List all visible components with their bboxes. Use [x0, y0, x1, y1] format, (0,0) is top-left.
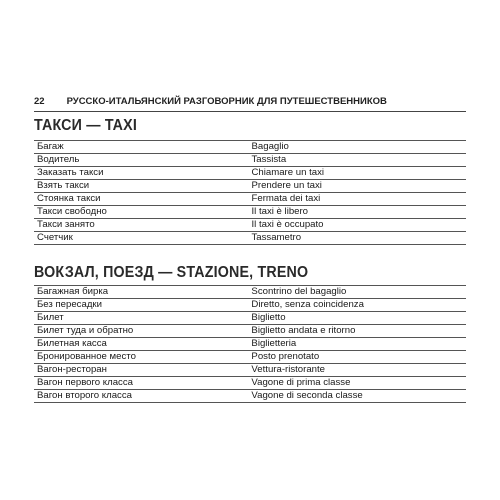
table-row	[34, 364, 466, 377]
table-row	[34, 286, 466, 299]
table-row	[34, 180, 466, 193]
italian-phrase: Vagone di seconda classe	[248, 390, 466, 403]
russian-phrase: Багаж	[34, 141, 249, 154]
russian-phrase: Такси занято	[34, 219, 249, 232]
running-header	[34, 96, 466, 112]
russian-phrase: Билет	[34, 312, 248, 325]
italian-phrase: Tassista	[249, 154, 467, 167]
table-row	[34, 232, 466, 245]
italian-phrase: Vagone di prima classe	[248, 377, 466, 390]
section-title-station: ВОКЗАЛ, ПОЕЗД — STAZIONE, TRENO	[34, 264, 309, 281]
italian-phrase: Prendere un taxi	[249, 180, 467, 193]
russian-phrase: Вагон-ресторан	[34, 364, 248, 377]
table-row	[34, 338, 466, 351]
table-row	[34, 141, 466, 154]
italian-phrase: Tassametro	[249, 232, 467, 245]
section-title-taxi: ТАКСИ — TAXI	[34, 117, 137, 134]
italian-phrase: Biglietteria	[248, 338, 466, 351]
running-title: РУССКО-ИТАЛЬЯНСКИЙ РАЗГОВОРНИК ДЛЯ ПУТЕШЕСТВЕННИКОВ	[66, 96, 387, 107]
table-row	[34, 325, 466, 338]
italian-phrase: Bagaglio	[249, 141, 467, 154]
page-number: 22	[34, 96, 45, 107]
table-row	[34, 390, 466, 403]
russian-phrase: Билетная касса	[34, 338, 248, 351]
phrase-table-station	[34, 285, 466, 403]
russian-phrase: Багажная бирка	[34, 286, 248, 299]
italian-phrase: Fermata dei taxi	[249, 193, 467, 206]
russian-phrase: Бронированное место	[34, 351, 248, 364]
russian-phrase: Билет туда и обратно	[34, 325, 248, 338]
table-row	[34, 351, 466, 364]
table-row	[34, 377, 466, 390]
russian-phrase: Заказать такси	[34, 167, 249, 180]
italian-phrase: Biglietto	[248, 312, 466, 325]
italian-phrase: Scontrino del bagaglio	[248, 286, 466, 299]
table-row	[34, 219, 466, 232]
russian-phrase: Стоянка такси	[34, 193, 249, 206]
russian-phrase: Без пересадки	[34, 299, 248, 312]
italian-phrase: Chiamare un taxi	[249, 167, 467, 180]
italian-phrase: Vettura-ristorante	[248, 364, 466, 377]
russian-phrase: Взять такси	[34, 180, 249, 193]
table-row	[34, 154, 466, 167]
russian-phrase: Счетчик	[34, 232, 249, 245]
italian-phrase: Biglietto andata e ritorno	[248, 325, 466, 338]
russian-phrase: Вагон второго класса	[34, 390, 248, 403]
italian-phrase: Diretto, senza coincidenza	[248, 299, 466, 312]
table-row	[34, 193, 466, 206]
table-row	[34, 299, 466, 312]
table-row	[34, 312, 466, 325]
russian-phrase: Водитель	[34, 154, 249, 167]
italian-phrase: Il taxi è libero	[249, 206, 467, 219]
russian-phrase: Такси свободно	[34, 206, 249, 219]
italian-phrase: Posto prenotato	[248, 351, 466, 364]
phrase-table-taxi	[34, 140, 466, 245]
italian-phrase: Il taxi è occupato	[249, 219, 467, 232]
table-row	[34, 206, 466, 219]
table-row	[34, 167, 466, 180]
russian-phrase: Вагон первого класса	[34, 377, 248, 390]
